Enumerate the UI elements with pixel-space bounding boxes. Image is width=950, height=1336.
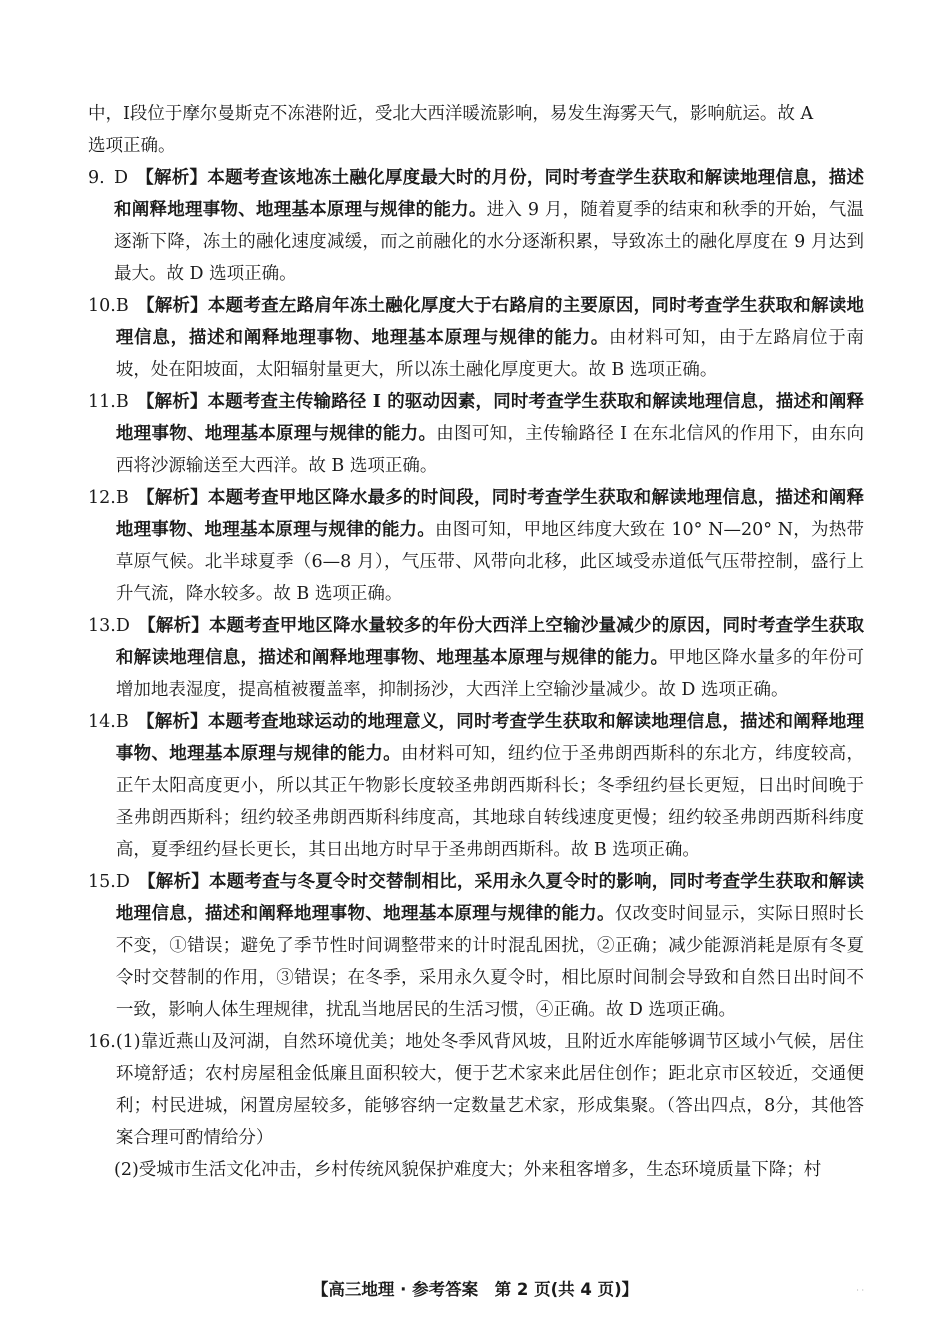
analysis-stem: 本题考查左路肩年冻土融化厚度大于右路肩的主要原因，同时考查学生获取和解读地理信息，描述和阐释地理事物、地理基本原理与规律的能力。 (115, 296, 865, 348)
analysis-tag: 【解析】 (137, 616, 209, 636)
question-16 (88, 1026, 864, 1154)
analysis-text: 由材料可知，由于左路肩位于南坡，处在阳坡面，太阳辐射量更大，所以冻土融化厚度更大。故 B 选项正确。 (115, 328, 865, 380)
analysis-tag: 【解析】 (136, 296, 208, 316)
answer-item (88, 290, 864, 386)
answer-body (116, 482, 864, 610)
answer-body (116, 866, 864, 1026)
answer-letter: D (115, 616, 130, 636)
analysis-text: 进入 9 月，随着夏季的结束和秋季的开始，气温逐渐下降，冻土的融化速度减缓，而之前融化的水分逐渐积累，导致冻土的融化厚度在 9 月达到最大。故 D 选项正确。 (114, 200, 865, 284)
answer-letter: B (115, 296, 129, 316)
analysis-stem: 本题考查与冬夏令时交替制相比，采用永久夏令时的影响，同时考查学生获取和解读地理信息，描述和阐释地理事物、地理基本原理与规律的能力。 (115, 872, 865, 924)
answer-item (88, 482, 864, 610)
continuation-line-2: 选项正确。 (88, 136, 176, 156)
analysis-tag: 【解析】 (136, 712, 208, 732)
answer-letter: D (114, 168, 129, 188)
answer-item (88, 866, 864, 1026)
question-number: 16. (88, 1032, 116, 1052)
answer-item (88, 386, 864, 482)
corner-mark: · · (856, 1286, 864, 1295)
answer-item (88, 610, 864, 706)
continuation-line-1: 中，I段位于摩尔曼斯克不冻港附近，受北大西洋暖流影响，易发生海雾天气，影响航运。故 A (88, 104, 814, 124)
q16-part-1: (1)靠近燕山及河湖，自然环境优美；地处冬季风背风坡，且附近水库能够调节区域小气候，居住环境舒适；农村房屋租金低廉且面积较大，便于艺术家来此居住创作；距北京市区较近，交通便利；村民进城，闲置房屋较多，能够容纳一定数量艺术家，形成集聚。（答出四点，8分，其他答案合理可酌情给分） (115, 1032, 864, 1148)
q16-part-2: (2)受城市生活文化冲击，乡村传统风貌保护难度大；外来租客增多，生态环境质量下降；村 (114, 1160, 822, 1180)
question-number: 15. (88, 872, 116, 892)
question-number: 9. (88, 168, 105, 188)
analysis-tag: 【解析】 (136, 168, 208, 188)
answer-items (88, 162, 864, 1026)
answer-body (116, 290, 864, 386)
answer-letter: B (115, 488, 129, 508)
analysis-stem: 本题考查该地冻土融化厚度最大时的月份，同时考查学生获取和解读地理信息，描述和阐释地理事物、地理基本原理与规律的能力。 (114, 168, 865, 220)
answer-item (88, 706, 864, 866)
answer-body (116, 610, 864, 706)
analysis-stem: 本题考查主传输路径 I 的驱动因素，同时考查学生获取和解读地理信息，描述和阐释地理事物、地理基本原理与规律的能力。 (115, 392, 864, 444)
answer-body (116, 706, 864, 866)
analysis-stem: 本题考查地球运动的地理意义，同时考查学生获取和解读地理信息，描述和阐释地理事物、地理基本原理与规律的能力。 (115, 712, 865, 764)
page-footer: 【高三地理 · 参考答案 第 2 页(共 4 页)】 (311, 1280, 639, 1299)
analysis-text: 由材料可知，纽约位于圣弗朗西斯科的东北方，纬度较高，正午太阳高度更小，所以其正午物影长度较圣弗朗西斯科长；冬季纽约昼长更短，日出时间晚于圣弗朗西斯科；纽约较圣弗朗西斯科纬度高，其地球自转线速度更慢；纽约较圣弗朗西斯科纬度高，夏季纽约昼长更长，其日出地方时早于圣弗朗西斯科。故 B 选项正确。 (115, 744, 865, 860)
analysis-stem: 本题考查甲地区降水量较多的年份大西洋上空输沙量减少的原因，同时考查学生获取和解读地理信息，描述和阐释地理事物、地理基本原理与规律的能力。 (115, 616, 865, 668)
answer-content (88, 98, 864, 1186)
analysis-text: 仅改变时间显示，实际日照时长不变，①错误；避免了季节性时间调整带来的计时混乱困扰，②正确；减少能源消耗是原有冬夏令时交替制的作用，③错误；在冬季，采用永久夏令时，相比原时间制会导致和自然日出时间不一致，影响人体生理规律，扰乱当地居民的生活习惯，④正确。故 D 选项正确。 (115, 904, 864, 1020)
analysis-text: 由图可知，甲地区纬度大致在 10° N—20° N，为热带草原气候。北半球夏季（6—8 月），气压带、风带向北移，此区域受赤道低气压带控制，盛行上升气流，降水较多。故 B 选项正确。 (115, 520, 864, 604)
analysis-text: 由图可知，主传输路径 I 在东北信风的作用下，由东向西将沙源输送至大西洋。故 B 选项正确。 (115, 424, 864, 476)
question-number: 14. (88, 712, 116, 732)
answer-item (88, 162, 864, 290)
question-number: 11. (88, 392, 116, 412)
question-number: 13. (88, 616, 116, 636)
answer-body (114, 162, 864, 290)
analysis-text: 甲地区降水量多的年份可增加地表湿度，提高植被覆盖率，抑制扬沙，大西洋上空输沙量减少。故 D 选项正确。 (115, 648, 865, 700)
analysis-tag: 【解析】 (136, 392, 208, 412)
analysis-stem: 本题考查甲地区降水最多的时间段，同时考查学生获取和解读地理信息，描述和阐释地理事物、地理基本原理与规律的能力。 (115, 488, 865, 540)
analysis-tag: 【解析】 (137, 872, 209, 892)
question-number: 12. (88, 488, 116, 508)
question-number: 10. (88, 296, 116, 316)
answer-letter: D (115, 872, 130, 892)
answer-body (116, 386, 864, 482)
answer-letter: B (115, 712, 129, 732)
analysis-tag: 【解析】 (136, 488, 208, 508)
answer-letter: B (115, 392, 129, 412)
